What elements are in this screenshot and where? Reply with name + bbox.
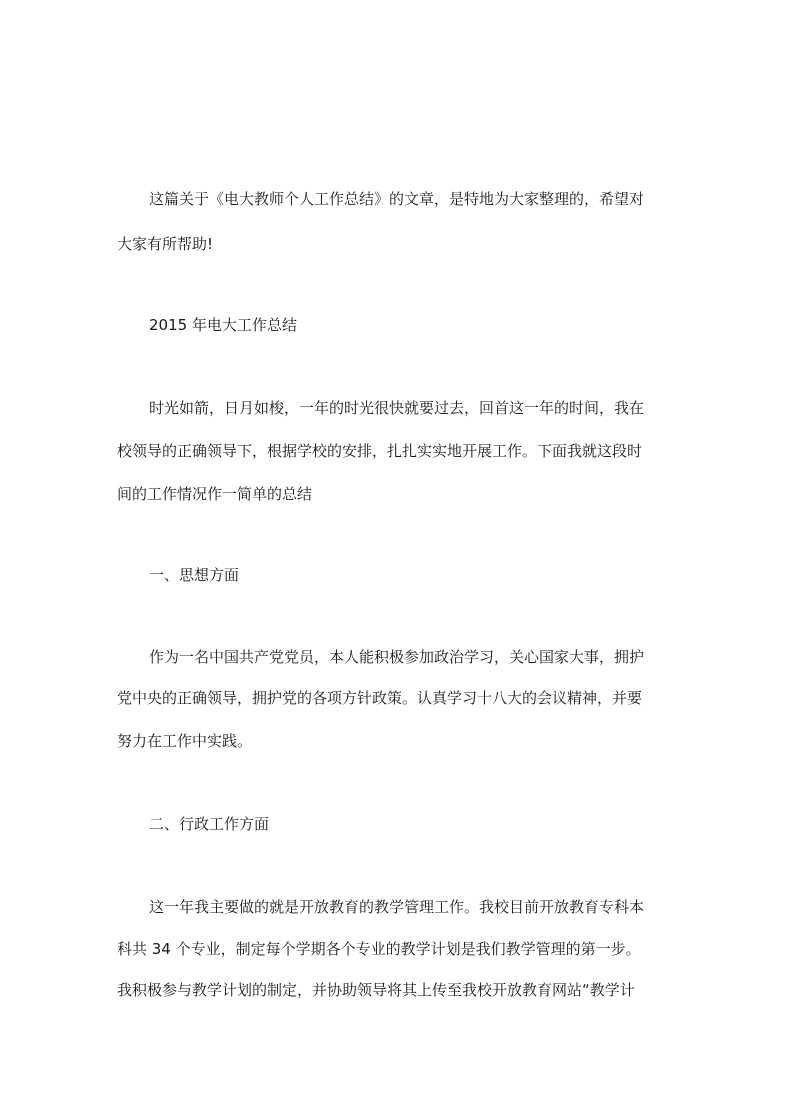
intro-line-2: 大家有所帮助!	[117, 235, 214, 253]
section2-line-2: 科共 34 个专业，制定每个学期各个专业的教学计划是我们教学管理的第一步。	[117, 940, 641, 958]
section2-line-1: 这一年我主要做的就是开放教育的教学管理工作。我校目前开放教育专科本	[149, 898, 645, 916]
opening-line-2: 校领导的正确领导下，根据学校的安排，扎扎实实地开展工作。下面我就这段时	[117, 442, 643, 460]
opening-line-3: 间的工作情况作一简单的总结	[117, 485, 313, 503]
intro-line-1: 这篇关于《电大教师个人工作总结》的文章，是特地为大家整理的，希望对	[149, 190, 645, 208]
document-title: 2015 年电大工作总结	[149, 316, 297, 334]
section1-line-1: 作为一名中国共产党党员，本人能积极参加政治学习，关心国家大事，拥护	[149, 648, 645, 666]
section2-line-3: 我积极参与教学计划的制定，并协助领导将其上传至我校开放教育网站“教学计	[117, 981, 635, 999]
section1-heading: 一、思想方面	[149, 566, 240, 584]
opening-line-1: 时光如箭，日月如梭，一年的时光很快就要过去，回首这一年的时间，我在	[149, 399, 645, 417]
section1-line-2: 党中央的正确领导，拥护党的各项方针政策。认真学习十八大的会议精神，并要	[117, 689, 643, 707]
section2-heading: 二、行政工作方面	[149, 815, 270, 833]
section1-line-3: 努力在工作中实践。	[117, 732, 253, 750]
